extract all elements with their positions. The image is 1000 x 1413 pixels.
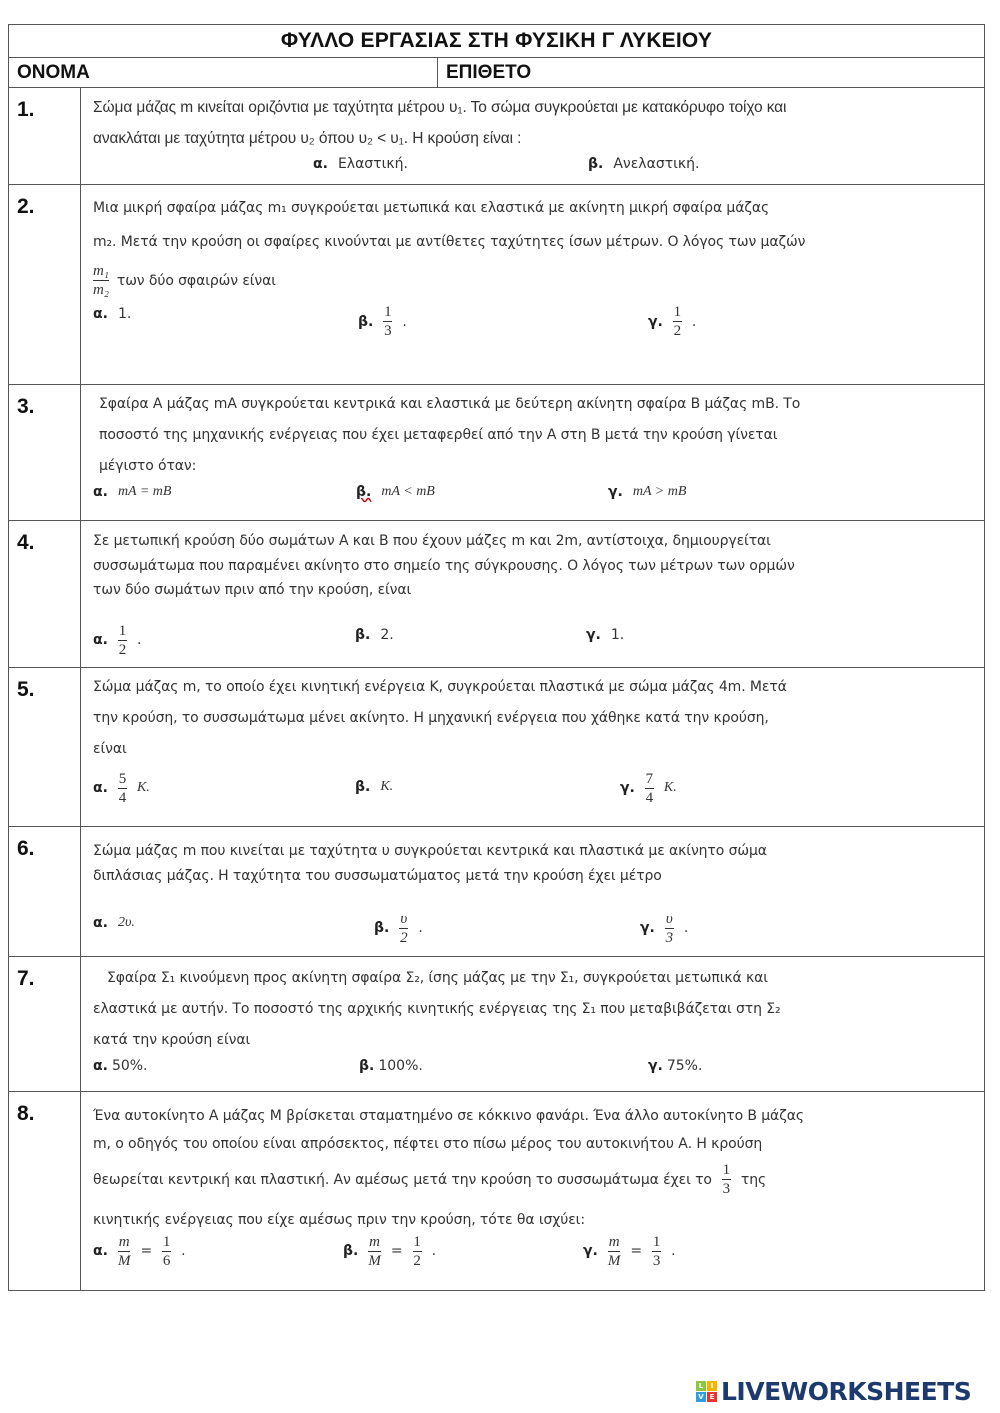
question-line: των δύο σωμάτων πριν από την κρούση, είναι: [93, 582, 412, 598]
question-body: [81, 826, 985, 956]
worksheet: [8, 24, 984, 1291]
liveworksheets-logo: [696, 1377, 971, 1406]
option-c[interactable]: γ. $\frac{7}{4}$ K.: [620, 770, 677, 806]
option-a[interactable]: α. mA = mB: [93, 484, 172, 500]
question-line: Μια μικρή σφαίρα μάζας m₁ συγκρούεται μετωπικά και ελαστικά με ακίνητη μικρή σφαίρα μάζας: [93, 200, 770, 216]
question-line: την κρούση, το συσσωμάτωμα μένει ακίνητο. Η μηχανική ενέργεια που χάθηκε κατά την κρούση,: [93, 709, 769, 726]
question-line: είναι: [93, 740, 127, 757]
question-line: ελαστικά με αυτήν. Το ποσοστό της αρχικής κινητικής ενέργειας της Σ₁ που μεταβιβάζεται στη Σ₂: [93, 1000, 781, 1017]
question-body: [81, 667, 985, 826]
question-line: των δύο σφαιρών είναι: [116, 272, 276, 289]
option-b[interactable]: β. mA < mB: [356, 484, 435, 500]
option-b[interactable]: β. $\frac{1}{3}$ .: [358, 304, 407, 339]
surname-label: ΕΠΙΘΕΤΟ: [446, 62, 532, 83]
question-line: ποσοστό της μηχανικής ενέργειας που έχει μεταφερθεί από την Α στη Β μετά την κρούση γίνεται: [99, 427, 778, 443]
question-row: [9, 826, 985, 956]
option-a[interactable]: α. Ελαστική.: [313, 156, 408, 172]
question-number: 7.: [9, 956, 81, 1091]
question-number: 5.: [9, 667, 81, 826]
option-c[interactable]: γ. 1.: [586, 626, 625, 643]
worksheet-table: [8, 24, 985, 1291]
question-row: [9, 521, 985, 668]
option-c[interactable]: γ. $\frac{1}{2}$ .: [648, 304, 697, 339]
question-line: Σώμα μάζας m κινείται οριζόντια με ταχύτητα μέτρου υ₁. Το σώμα συγκρούεται με κατακόρυφο τοίχο και: [93, 99, 787, 116]
option-c[interactable]: γ. mA > mB: [608, 484, 687, 500]
question-body: [81, 956, 985, 1091]
question-row: [9, 385, 985, 521]
question-row: [9, 667, 985, 826]
question-number: 2.: [9, 185, 81, 385]
option-a[interactable]: α. 2υ.: [93, 914, 135, 931]
question-body: [81, 385, 985, 521]
option-c[interactable]: γ. 75%.: [648, 1057, 703, 1074]
name-label: ΟΝΟΜΑ: [17, 62, 90, 83]
mass-ratio-fraction: $\frac{\text{m₁}}{\text{m₂}}$: [93, 263, 109, 298]
question-row: [9, 1091, 985, 1290]
option-b[interactable]: β. Ανελαστική.: [588, 156, 700, 172]
option-a[interactable]: α. $\frac{5}{4}$ K.: [93, 770, 150, 806]
question-line: ανακλάται με ταχύτητα μέτρου υ₂ όπου υ₂ < υ₁. Η κρούση είναι :: [93, 130, 522, 147]
logo-blocks-icon: L I V E: [696, 1381, 717, 1402]
question-line: μέγιστο όταν:: [99, 458, 197, 474]
question-number: 1.: [9, 88, 81, 185]
question-number: 4.: [9, 521, 81, 668]
option-c[interactable]: γ. $\frac{\upsilon}{3}$ .: [640, 910, 689, 946]
question-line: Σφαίρα Α μάζας mA συγκρούεται κεντρικά και ελαστικά με δεύτερη ακίνητη σφαίρα Β μάζας mB. Το: [99, 396, 801, 412]
option-a[interactable]: α. 1.: [93, 306, 132, 322]
option-b[interactable]: β. 100%.: [359, 1057, 423, 1074]
question-line: m₂. Μετά την κρούση οι σφαίρες κινούνται με αντίθετες ταχύτητες ίσων μέτρων. Ο λόγος των μαζών: [93, 234, 806, 250]
question-row: [9, 185, 985, 385]
option-b[interactable]: β. $\frac{m}{M}$ = $\frac{1}{2}$ .: [343, 1233, 437, 1269]
worksheet-title: ΦΥΛΛΟ ΕΡΓΑΣΙΑΣ ΣΤΗ ΦΥΣΙΚΗ Γ ΛΥΚΕΙΟΥ: [9, 25, 985, 58]
surname-field[interactable]: [438, 58, 985, 88]
question-body: [81, 521, 985, 668]
question-body: [81, 88, 985, 185]
option-a[interactable]: α. 50%.: [93, 1057, 148, 1074]
question-number: 6.: [9, 826, 81, 956]
option-b[interactable]: β. K.: [355, 778, 394, 795]
question-row: [9, 956, 985, 1091]
question-body: Ένα αυτοκίνητο Α μάζας M βρίσκεται σταματημένο σε κόκκινο φανάρι. Ένα άλλο αυτοκίνητο Β μάζας m, ο οδηγός του οποίου είναι απρόσεκτος, πέφτει στο πίσω μέρος του αυτοκινήτου Α. Η κρούση θεωρείται κεντρική και πλαστική. Αν αμέσως μετά την κρούση το συσσωμάτωμα έχει το $\frac{1}{3}$ της κινητικής ενέργειας που είχε αμέσως πριν την κρούση, τότε θα ισχύει: α. $\frac{m}{M}$ = $\frac{1}{6}$ . β. $\frac{m}{M}$ = $\frac{1}{2}$ . γ. $\frac{m}{M}$ = $\frac{1}{3}$ .: [81, 1091, 985, 1290]
logo-text: LIVEWORKSHEETS: [721, 1377, 972, 1406]
question-line: κατά την κρούση είναι: [93, 1031, 251, 1048]
option-a[interactable]: α. $\frac{1}{2}$ .: [93, 622, 142, 658]
question-line: κινητικής ενέργειας που είχε αμέσως πριν την κρούση, τότε θα ισχύει:: [93, 1211, 585, 1228]
question-line: Σώμα μάζας m που κινείται με ταχύτητα υ συγκρούεται κεντρικά και πλαστικά με ακίνητο σώμα: [93, 842, 767, 859]
question-line: θεωρείται κεντρική και πλαστική. Αν αμέσως μετά την κρούση το συσσωμάτωμα έχει το: [93, 1171, 712, 1188]
question-line: Σώμα μάζας m, το οποίο έχει κινητική ενέργεια K, συγκρούεται πλαστικά με σώμα μάζας 4m. Μετά: [93, 678, 787, 695]
option-b[interactable]: β. 2.: [355, 626, 394, 643]
question-number: 3.: [9, 385, 81, 521]
question-body: [81, 185, 985, 385]
question-line: συσσωμάτωμα που παραμένει ακίνητο στο σημείο της σύγκρουσης. Ο λόγος των μέτρων των ορμών: [93, 557, 795, 574]
option-a[interactable]: α. $\frac{m}{M}$ = $\frac{1}{6}$ .: [93, 1233, 186, 1269]
question-number: 8.: [9, 1091, 81, 1290]
question-line: m, ο οδηγός του οποίου είναι απρόσεκτος, πέφτει στο πίσω μέρος του αυτοκινήτου Α. Η κρούση: [93, 1135, 763, 1152]
question-line: Σφαίρα Σ₁ κινούμενη προς ακίνητη σφαίρα Σ₂, ίσης μάζας με την Σ₁, συγκρούεται μετωπικά και: [107, 969, 768, 986]
question-line: διπλάσιας μάζας. Η ταχύτητα του συσσωματώματος μετά την κρούση έχει μέτρο: [93, 867, 662, 884]
energy-fraction: $\frac{1}{3}$: [722, 1162, 731, 1197]
question-row: [9, 88, 985, 185]
question-line: Ένα αυτοκίνητο Α μάζας M βρίσκεται σταματημένο σε κόκκινο φανάρι. Ένα άλλο αυτοκίνητο Β μάζας: [93, 1107, 804, 1124]
question-line: Σε μετωπική κρούση δύο σωμάτων Α και Β που έχουν μάζες m και 2m, αντίστοιχα, δημιουργείται: [93, 533, 771, 549]
option-c[interactable]: γ. $\frac{m}{M}$ = $\frac{1}{3}$ .: [583, 1233, 676, 1269]
name-field[interactable]: [9, 58, 438, 88]
option-b[interactable]: β. $\frac{\upsilon}{2}$ .: [374, 910, 423, 946]
